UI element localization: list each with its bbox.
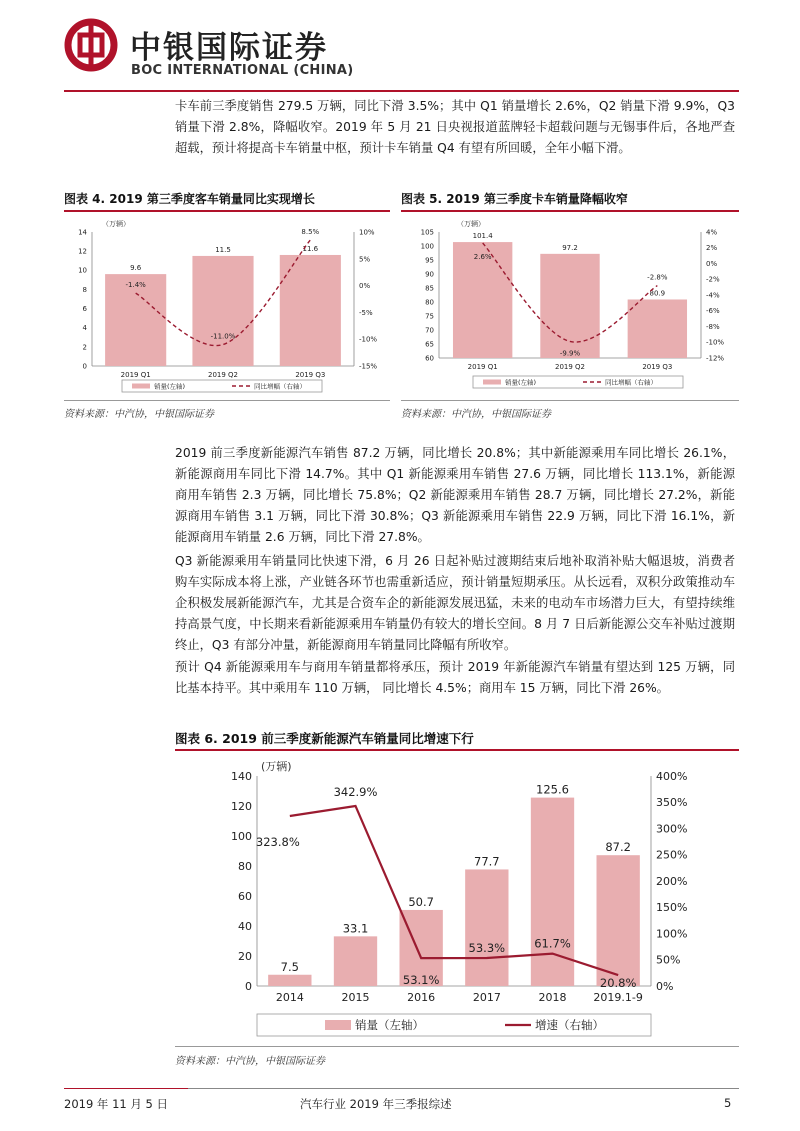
undefined-y2-tick-label: 150% xyxy=(656,901,688,915)
undefined-x-tick-label: 2019.1-9 xyxy=(593,991,643,1004)
undefined-y2-tick-label: -5% xyxy=(359,308,373,317)
undefined-x-tick-label: 2019 Q1 xyxy=(467,363,498,371)
undefined-growth-label: 342.9% xyxy=(333,784,378,799)
undefined-bar-value-label: 50.7 xyxy=(408,894,434,909)
undefined-y2-tick-label: -10% xyxy=(359,335,378,344)
paragraph-nev-sales: 2019 前三季度新能源汽车销售 87.2 万辆，同比增长 20.8%；其中新能源乘用车同比增长 26.1%，新能源商用车同比下滑 14.7%。其中 Q1 新能源乘用车销售 27.6 万辆，同比增长 113.1%，新能源商用车销售 2.3 万辆，同比增长 75.8%；Q2 新能源乘用车销售 28.7 万辆，同比增长 27.2%，新能源商用车销售 3.1 万辆，同比下滑 30.8%；Q3 新能源乘用车销售 22.9 万辆，同比下滑 16.1%，新能源商用车销量 2.6 万辆，同比下滑 27.8%。 xyxy=(175,446,735,544)
undefined-y2-tick-label: 50% xyxy=(656,953,681,967)
brand-name-en: BOC INTERNATIONAL (CHINA) xyxy=(131,63,354,78)
figure5-chart xyxy=(401,214,739,398)
undefined-y2-tick-label: 0% xyxy=(656,979,674,993)
undefined-y2-tick-label: -8% xyxy=(706,322,720,331)
undefined-growth-label: -2.8% xyxy=(647,273,668,282)
undefined-y2-tick-label: 250% xyxy=(656,848,688,862)
undefined-x-tick-label: 2019 Q3 xyxy=(642,363,673,371)
undefined-y2-tick-label: 0% xyxy=(706,259,718,268)
undefined-y2-tick-label: 100% xyxy=(656,927,688,941)
undefined-y2-tick-label: 350% xyxy=(656,796,688,810)
undefined-y-tick-label: 20 xyxy=(238,949,252,963)
undefined-bar xyxy=(268,975,311,986)
undefined-y-tick-label: 2 xyxy=(82,343,87,352)
undefined-legend-bar-swatch xyxy=(325,1020,351,1030)
undefined-y-tick-label: 6 xyxy=(82,305,87,314)
undefined-y-tick-label: 105 xyxy=(420,228,434,237)
undefined-growth-label: 323.8% xyxy=(255,835,300,850)
undefined-y-tick-label: 120 xyxy=(231,799,252,813)
figure5-source: 资料来源：中汽协，中银国际证券 xyxy=(401,409,551,420)
undefined-y2-tick-label: -12% xyxy=(706,354,725,363)
figure4-source: 资料来源：中汽协，中银国际证券 xyxy=(64,409,214,420)
figure6-title: 图表 6. 2019 前三季度新能源汽车销量同比增速下行 xyxy=(175,731,474,746)
undefined-y-tick-label: 0 xyxy=(82,362,87,371)
undefined-y2-tick-label: -6% xyxy=(706,307,720,316)
undefined-bar-value-label: 11.5 xyxy=(215,245,231,254)
undefined-growth-label: 53.1% xyxy=(402,973,440,988)
undefined-x-tick-label: 2014 xyxy=(275,991,304,1004)
header-divider xyxy=(64,90,739,92)
footer-report-title: 汽车行业 2019 年三季报综述 xyxy=(300,1097,452,1111)
undefined-y-tick-label: 80 xyxy=(238,859,252,873)
footer-page-number: 5 xyxy=(724,1096,732,1110)
undefined-y-tick-label: 8 xyxy=(82,285,87,294)
undefined-bar-value-label: 9.6 xyxy=(130,264,142,273)
undefined-y2-tick-label: 0% xyxy=(359,282,371,291)
undefined-bar xyxy=(192,256,253,366)
undefined-y-tick-label: 95 xyxy=(425,256,434,265)
figure4-bottom-rule xyxy=(64,400,390,401)
undefined-y-tick-label: 14 xyxy=(78,228,87,237)
undefined-legend-bar-swatch xyxy=(132,384,150,389)
undefined-x-tick-label: 2015 xyxy=(341,991,370,1004)
paragraph-nev-outlook: Q3 新能源乘用车销量同比快速下滑，6 月 26 日起补贴过渡期结束后地补取消补贴大幅退坡，消费者购车实际成本将上涨，产业链各环节也需重新适应，预计销量短期承压。从长远看，双积分政策推动车企积极发展新能源汽车，尤其是合资车企的新能源发展迅猛，未来的电动车市场潜力巨大，有望持续维持高景气度，中长期来看新能源乘用车销量仍有较大的增长空间。8 月 7 日后新能源公交车补贴过渡期终止，Q3 有部分冲量，新能源商用车销量同比降幅有所收窄。 xyxy=(175,554,735,652)
figure6-chart xyxy=(175,754,739,1042)
figure5-title-rule xyxy=(401,210,739,212)
undefined-y2-tick-label: 2% xyxy=(706,244,718,253)
footer-rule-accent xyxy=(64,1088,188,1089)
undefined-growth-label: 2.6% xyxy=(473,253,492,262)
undefined-y-tick-label: 40 xyxy=(238,919,252,933)
undefined-y2-tick-label: 10% xyxy=(359,228,375,237)
undefined-bar xyxy=(334,936,377,986)
undefined-bar-value-label: 125.6 xyxy=(536,782,569,797)
undefined-bar-value-label: 11.6 xyxy=(302,244,319,253)
undefined-legend-bar-label: 销量(左轴) xyxy=(505,378,537,387)
undefined-x-tick-label: 2019 Q3 xyxy=(295,371,326,379)
undefined-y-tick-label: 80 xyxy=(425,298,434,307)
undefined-y2-tick-label: -4% xyxy=(706,291,720,300)
undefined-unit-label: (万辆) xyxy=(261,760,292,773)
boc-logo-icon xyxy=(64,18,118,72)
undefined-bar-value-label: 87.2 xyxy=(605,840,631,855)
undefined-y2-tick-label: -2% xyxy=(706,275,720,284)
undefined-y-tick-label: 100 xyxy=(420,242,434,251)
undefined-growth-label: -9.9% xyxy=(559,349,581,358)
undefined-legend-bar-label: 销量（左轴） xyxy=(355,1018,424,1033)
undefined-growth-label: 8.5% xyxy=(301,228,320,237)
undefined-legend-line-label: 同比增幅（右轴） xyxy=(605,378,657,387)
footer-rule xyxy=(188,1088,739,1089)
footer-date: 2019 年 11 月 5 日 xyxy=(64,1097,168,1111)
undefined-growth-label: 53.3% xyxy=(468,941,506,956)
figure6-source: 资料来源：中汽协，中银国际证券 xyxy=(175,1056,325,1067)
undefined-y-tick-label: 12 xyxy=(78,247,87,256)
undefined-y-tick-label: 60 xyxy=(425,354,434,363)
undefined-x-tick-label: 2018 xyxy=(538,991,567,1004)
undefined-legend-line-label: 同比增幅（右轴） xyxy=(254,382,306,391)
undefined-growth-label: -11.0% xyxy=(210,332,236,341)
undefined-x-tick-label: 2019 Q1 xyxy=(120,371,151,379)
undefined-unit-label: （万辆） xyxy=(102,220,130,228)
undefined-bar-value-label: 80.9 xyxy=(649,289,666,298)
undefined-x-tick-label: 2017 xyxy=(472,991,501,1004)
undefined-x-tick-label: 2019 Q2 xyxy=(207,371,239,379)
undefined-y-tick-label: 70 xyxy=(425,326,434,335)
undefined-unit-label: （万辆） xyxy=(457,220,485,228)
figure4-title-rule xyxy=(64,210,390,212)
undefined-bar xyxy=(596,855,639,986)
undefined-x-tick-label: 2016 xyxy=(407,991,436,1004)
undefined-y2-tick-label: 200% xyxy=(656,874,688,888)
undefined-y2-tick-label: 4% xyxy=(706,228,718,237)
undefined-growth-label: -1.4% xyxy=(125,281,146,290)
undefined-y-tick-label: 65 xyxy=(425,340,434,349)
undefined-y-tick-label: 85 xyxy=(425,284,434,293)
undefined-growth-label: 61.7% xyxy=(534,936,571,951)
undefined-y-tick-label: 60 xyxy=(238,889,252,903)
paragraph-truck-sales: 卡车前三季度销售 279.5 万辆，同比下滑 3.5%；其中 Q1 销量增长 2.6%，Q2 销量下滑 9.9%，Q3 销量下滑 2.8%，降幅收窄。2019 年 5 月 21 日央视报道蓝牌轻卡超载问题与无锡事件后，各地严查超载，预计将提高卡车销量中枢，预计卡车销量 Q4 有望有所回暖，全年小幅下滑。 xyxy=(175,99,735,155)
undefined-y-tick-label: 140 xyxy=(231,769,252,783)
undefined-y2-tick-label: 400% xyxy=(656,769,688,783)
undefined-bar-value-label: 97.2 xyxy=(562,243,578,252)
undefined-y2-tick-label: -10% xyxy=(706,338,725,347)
brand-name-cn: 中银国际证券 xyxy=(130,30,328,66)
undefined-y-tick-label: 0 xyxy=(245,979,252,993)
figure5-title: 图表 5. 2019 第三季度卡车销量降幅收窄 xyxy=(401,192,628,206)
figure5-bottom-rule xyxy=(401,400,739,401)
undefined-bar xyxy=(540,254,599,358)
undefined-y-tick-label: 75 xyxy=(425,312,434,321)
undefined-bar-value-label: 7.5 xyxy=(280,959,299,974)
undefined-y2-tick-label: -15% xyxy=(359,362,378,371)
undefined-bar-value-label: 101.4 xyxy=(472,232,493,241)
figure6-title-rule xyxy=(175,749,739,751)
undefined-bar xyxy=(465,869,508,986)
undefined-y-tick-label: 10 xyxy=(78,266,87,275)
undefined-legend-bar-label: 销量(左轴) xyxy=(154,382,186,391)
undefined-x-tick-label: 2019 Q2 xyxy=(554,363,586,371)
undefined-bar-value-label: 33.1 xyxy=(342,921,369,936)
undefined-bar xyxy=(628,299,687,358)
undefined-y2-tick-label: 5% xyxy=(359,255,371,264)
undefined-y2-tick-label: 300% xyxy=(656,822,688,836)
undefined-y-tick-label: 90 xyxy=(425,270,434,279)
figure6-bottom-rule xyxy=(175,1046,739,1047)
undefined-growth-label: 20.8% xyxy=(599,976,637,991)
figure4-chart xyxy=(64,214,390,398)
undefined-bar-value-label: 77.7 xyxy=(474,854,500,869)
undefined-legend-bar-swatch xyxy=(483,380,501,385)
undefined-legend-line-label: 增速（右轴） xyxy=(535,1018,604,1033)
paragraph-nev-forecast: 预计 Q4 新能源乘用车与商用车销量都将承压，预计 2019 年新能源汽车销量有望达到 125 万辆，同比基本持平。其中乘用车 110 万辆， 同比增长 4.5%；商用车 15 万辆，同比下滑 26%。 xyxy=(175,660,735,695)
undefined-y-tick-label: 4 xyxy=(82,324,87,333)
undefined-y-tick-label: 100 xyxy=(231,829,252,843)
figure4-title: 图表 4. 2019 第三季度客车销量同比实现增长 xyxy=(64,192,315,206)
